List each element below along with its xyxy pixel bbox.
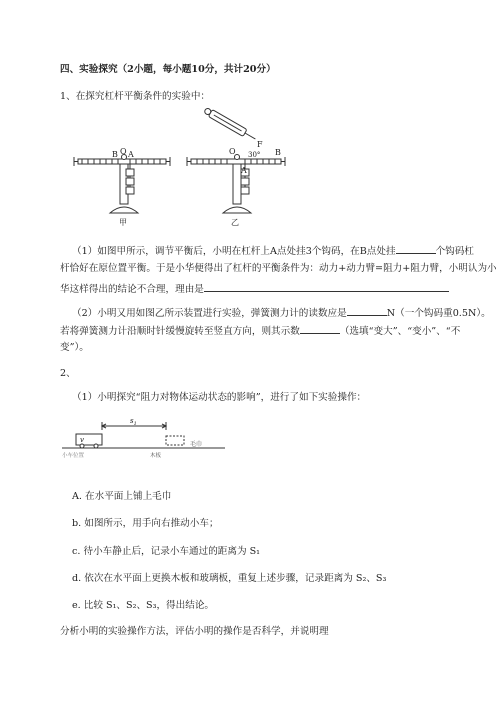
question-2-number: 2、	[60, 368, 76, 379]
section-title: 四、实验探究（2小题，每小题10分，共计20分）	[60, 64, 276, 75]
q1-p2-line1	[72, 305, 491, 320]
lever-figure-a	[72, 105, 172, 225]
q1-p1-line3	[60, 281, 449, 296]
label-a: A	[128, 150, 134, 159]
answer-blank-b-count[interactable]	[396, 243, 436, 254]
lever-figure-b	[185, 105, 295, 225]
answer-blank-reading[interactable]	[347, 305, 387, 316]
q1-p2-text-d: （选填“变大”、“变小”、“不	[339, 326, 461, 337]
q1-p2-line2	[60, 323, 460, 338]
label-s1: $s_1$	[130, 417, 137, 427]
question-1-stem	[60, 90, 210, 103]
q1-p1-line1	[72, 243, 474, 258]
step-a: A. 在水平面上铺上毛巾	[72, 491, 172, 502]
label-b: B	[112, 150, 118, 159]
label-mao-jin: 毛巾	[190, 441, 203, 448]
q1-p2-line3: 变”）。	[60, 342, 89, 353]
step-d: d. 依次在水平面上更换木板和玻璃板，重复上述步骤，记录距离为 S₂、S₃	[72, 573, 387, 584]
answer-blank-reason[interactable]	[204, 281, 449, 292]
q1-p1-line2: 杆恰好在原位置平衡。于是小华便得出了杠杆的平衡条件为：动力+动力臂=阻力+阻力臂，小明认为小	[60, 263, 497, 274]
cart-figure	[60, 412, 230, 462]
step-e: e. 比较 S₁、S₂、S₃，得出结论。	[72, 600, 215, 611]
label-angle: 30°	[248, 151, 261, 159]
label-b2: B	[275, 148, 281, 157]
figure-b-caption: 乙	[231, 218, 239, 227]
label-v: v	[80, 436, 84, 444]
q1-p1-text-b: 个钩码杠	[435, 246, 474, 257]
q1-p2-text-c: 若将弹簧测力计沿顺时针缓慢旋转至竖直方向，则其示数	[60, 326, 300, 337]
step-b: b. 如图所示，用手向右推动小车；	[72, 518, 219, 529]
label-mu-ban: 木板	[150, 453, 162, 459]
q2-p1: （1）小明探究“阻力对物体运动状态的影响”，进行了如下实验操作：	[72, 392, 367, 403]
answer-blank-change[interactable]	[300, 323, 340, 334]
label-o2: O	[229, 147, 236, 156]
q2-last-line: 分析小明的实验操作方法，评估小明的操作是否科学，并说明理	[60, 626, 329, 637]
step-c: c. 待小车静止后，记录小车通过的距离为 S₁	[72, 546, 261, 557]
question-1-text: 在探究杠杆平衡条件的实验中：	[75, 91, 211, 102]
label-a2: A	[241, 166, 247, 175]
q1-p2-text-b: N（一个钩码重0.5N）。	[386, 308, 491, 319]
q1-p1-text-c: 华这样得出的结论不合理，理由是	[60, 284, 204, 295]
q1-p2-text-a: （2）小明又用如图乙所示装置进行实验，弹簧测力计的读数应是	[72, 308, 347, 319]
label-cart-position: 小车位置	[62, 453, 85, 459]
figure-a-caption: 甲	[119, 218, 127, 227]
label-f: F	[257, 140, 263, 149]
label-o: O	[120, 147, 127, 156]
question-1-number: 1、	[60, 91, 76, 102]
q1-p1-text-a: （1）如图甲所示，调节平衡后，小明在杠杆上A点处挂3个钩码，在B点处挂	[72, 246, 396, 257]
